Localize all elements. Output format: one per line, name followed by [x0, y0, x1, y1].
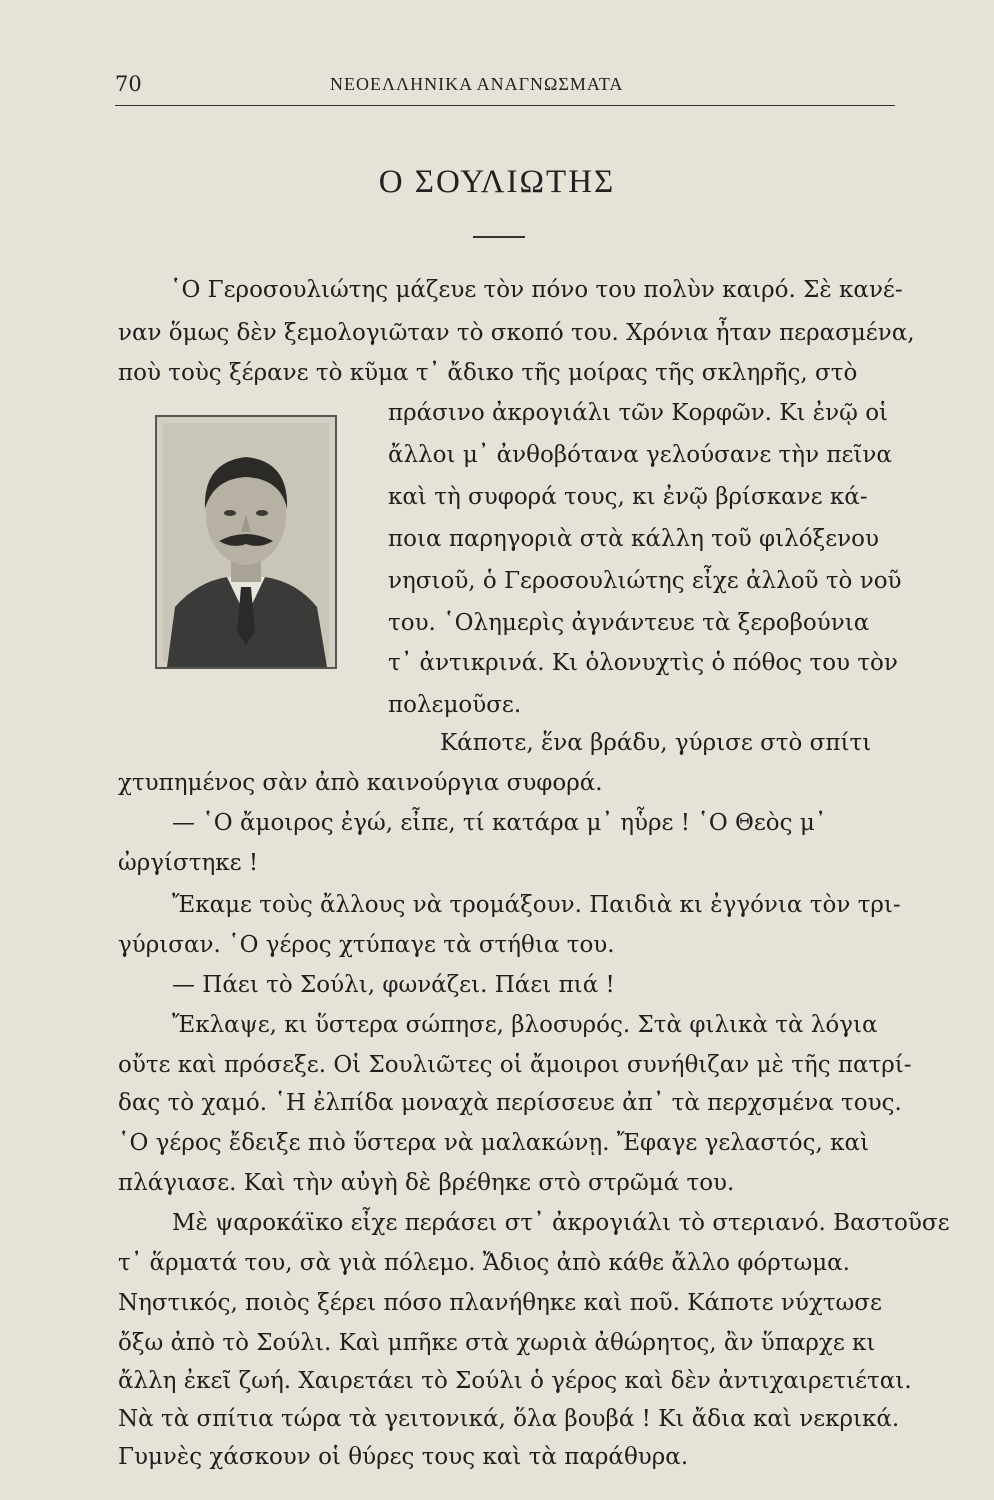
text-line: ὠργίστηκε ! — [118, 850, 259, 876]
text-line: — ῾Ο ἄμοιρος ἐγώ, εἶπε, τί κατάρα μ᾽ ηὗρε ! ῾Ο Θεὸς μ᾽ — [172, 810, 827, 836]
page-header — [115, 66, 895, 102]
text-line: γύρισαν. ῾Ο γέρος χτύπαγε τὰ στήθια του. — [118, 932, 615, 958]
page-number: 70 — [115, 72, 142, 96]
text-line: πράσινο ἀκρογιάλι τῶν Κορφῶν. Κι ἐνῷ οἱ — [388, 400, 889, 426]
text-line: χτυπημένος σὰν ἀπὸ καινούργια συφορά. — [118, 770, 603, 796]
text-line: καὶ τὴ συφορά τους, κι ἐνῷ βρίσκανε κά- — [388, 484, 868, 510]
portrait-photo — [155, 415, 337, 669]
text-line: πολεμοῦσε. — [388, 692, 522, 718]
running-title: ΝΕΟΕΛΛΗΝΙΚΑ ΑΝΑΓΝΩΣΜΑΤΑ — [330, 74, 624, 94]
text-line: Γυμνὲς χάσκουν οἱ θύρες τους καὶ τὰ παράθυρα. — [118, 1444, 689, 1470]
text-line: ῾Ο γέρος ἔδειξε πιὸ ὕστερα νὰ μαλακώνῃ. Ἔφαγε γελαστός, καὶ — [118, 1130, 870, 1156]
text-line: δας τὸ χαμό. ῾Η ἐλπίδα μοναχὰ περίσσευε ἀπ᾽ τὰ περχσμένα τους. — [118, 1090, 902, 1116]
text-line: — Πάει τὸ Σούλι, φωνάζει. Πάει πιά ! — [172, 972, 615, 998]
text-line: Νηστικός, ποιὸς ξέρει πόσο πλανήθηκε καὶ ποῦ. Κάποτε νύχτωσε — [118, 1290, 882, 1316]
portrait-illustration — [157, 417, 335, 667]
story-title: Ο ΣΟΥΛΙΩΤΗΣ — [378, 164, 616, 200]
text-line: οὔτε καὶ πρόσεξε. Οἱ Σουλιῶτες οἱ ἄμοιροι συνήθιζαν μὲ τῆς πατρί- — [118, 1052, 912, 1078]
text-line: Νὰ τὰ σπίτια τώρα τὰ γειτονικά, ὅλα βουβά ! Κι ἄδια καὶ νεκρικά. — [118, 1406, 900, 1432]
text-line: ναν ὅμως δὲν ξεμολογιῶταν τὸ σκοπό του. Χρόνια ἦταν περασμένα, — [118, 320, 915, 346]
title-divider — [473, 236, 525, 238]
text-line: πλάγιασε. Καὶ τὴν αὐγὴ δὲ βρέθηκε στὸ στρῶμά του. — [118, 1170, 735, 1196]
text-line: ποια παρηγοριὰ στὰ κάλλη τοῦ φιλόξενου — [388, 526, 879, 552]
text-line: νησιοῦ, ὁ Γεροσουλιώτης εἶχε ἀλλοῦ τὸ νοῦ — [388, 568, 902, 594]
text-line: τ᾽ ἅρματά του, σὰ γιὰ πόλεμο. Ἄδιος ἀπὸ κάθε ἄλλο φόρτωμα. — [118, 1250, 850, 1276]
text-line: ποὺ τοὺς ξέρανε τὸ κῦμα τ᾽ ἄδικο τῆς μοίρας τῆς σκληρῆς, στὸ — [118, 360, 858, 386]
text-line: ἄλλη ἐκεῖ ζωή. Χαιρετάει τὸ Σούλι ὁ γέρος καὶ δὲν ἀντιχαιρετιέται. — [118, 1368, 912, 1394]
text-line: ὄξω ἀπὸ τὸ Σούλι. Καὶ μπῆκε στὰ χωριὰ ἀθώρητος, ἂν ὕπαρχε κι — [118, 1330, 876, 1356]
text-line: ῾Ο Γεροσουλιώτης μάζευε τὸν πόνο του πολὺν καιρό. Σὲ κανέ- — [170, 277, 903, 303]
text-line: Ἔκλαψε, κι ὕστερα σώπησε, βλοσυρός. Στὰ φιλικὰ τὰ λόγια — [172, 1012, 878, 1038]
text-line: Μὲ ψαροκάϊκο εἶχε περάσει στ᾽ ἀκρογιάλι τὸ στεριανό. Βαστοῦσε — [172, 1210, 950, 1236]
text-line: του. ῾Ολημερὶς ἀγνάντευε τὰ ξεροβούνια — [388, 610, 870, 636]
header-rule — [115, 105, 895, 106]
text-line: Ἔκαμε τοὺς ἄλλους νὰ τρομάξουν. Παιδιὰ κι ἐγγόνια τὸν τρι- — [172, 892, 901, 918]
text-line: τ᾽ ἀντικρινά. Κι ὁλονυχτὶς ὁ πόθος του τὸν — [388, 650, 898, 676]
text-line: ἄλλοι μ᾽ ἀνθοβότανα γελούσανε τὴν πεῖνα — [388, 442, 892, 468]
text-line: Κάποτε, ἕνα βράδυ, γύρισε στὸ σπίτι — [440, 730, 872, 756]
